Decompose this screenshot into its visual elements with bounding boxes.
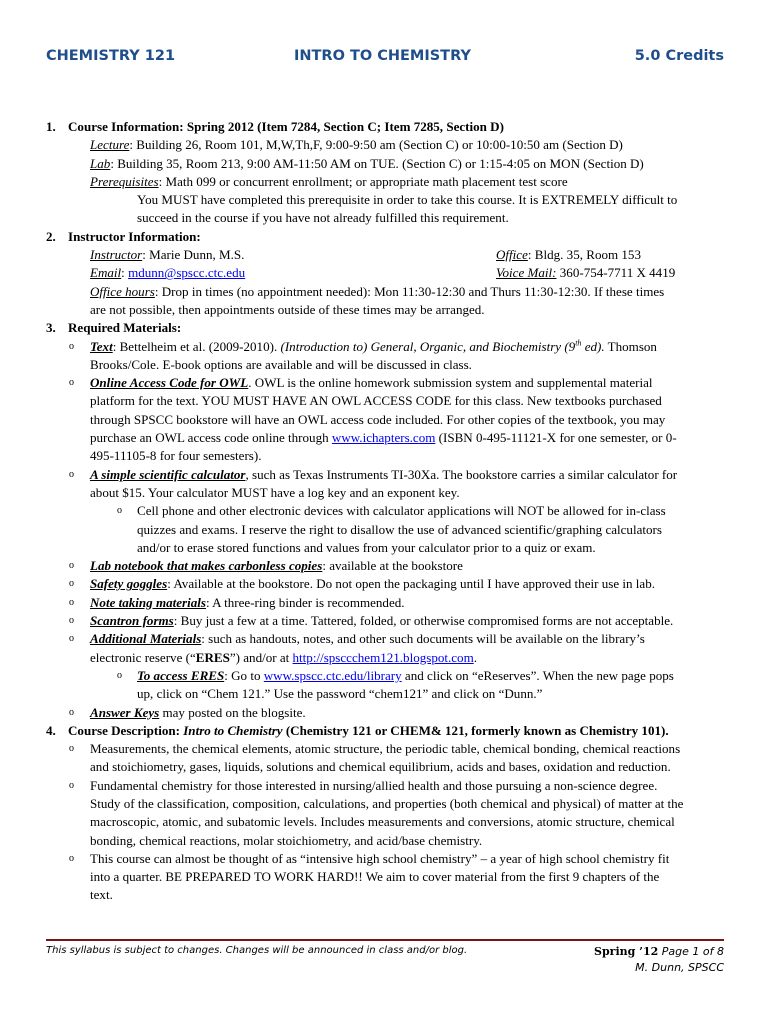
course-title: INTRO TO CHEMISTRY bbox=[294, 48, 471, 64]
list-item: o Online Access Code for OWL. OWL is the online homework submission system and supplemental material bbox=[46, 374, 726, 392]
voicemail-info: Voice Mail: 360-754-7711 X 4419 bbox=[496, 265, 676, 281]
bullet-icon: o bbox=[69, 743, 74, 755]
instructor-line: Instructor: Marie Dunn, M.S. Office: Bldg. 35, Room 153 bbox=[46, 246, 726, 264]
bullet-icon: o bbox=[69, 633, 74, 645]
list-item-continued: Study of the classification, composition, calculations, and properties (both chemical and physical) of matter at the bbox=[90, 795, 684, 811]
list-item-continued: into a quarter. BE PREPARED TO WORK HARD!! We aim to cover material from the first 9 chapters of the bbox=[90, 869, 660, 885]
footer-divider bbox=[46, 939, 724, 941]
list-item: o Answer Keys may posted on the blogsite. bbox=[46, 704, 726, 722]
list-item: o Additional Materials: such as handouts, notes, and other such documents will be available on the library’s bbox=[46, 630, 726, 648]
bullet-icon: o bbox=[69, 560, 74, 572]
list-item-continued: text. bbox=[90, 887, 113, 903]
bullet-icon: o bbox=[69, 578, 74, 590]
section-2-heading: 2. Instructor Information: bbox=[46, 228, 201, 244]
bullet-icon: o bbox=[69, 779, 74, 791]
list-item: o Measurements, the chemical elements, atomic structure, the periodic table, chemical bonding, chemical reactions bbox=[46, 740, 726, 758]
email-line: Email: mdunn@spscc.ctc.edu Voice Mail: 360-754-7711 X 4419 bbox=[46, 264, 726, 282]
list-item-continued: macroscopic, atomic, and subatomic levels. Includes measurements and conversions, atomic structure, chemical bbox=[90, 814, 675, 830]
bullet-icon: o bbox=[69, 377, 74, 389]
list-item: o Note taking materials: A three-ring binder is recommended. bbox=[46, 594, 726, 612]
list-item-continued: about $15. Your calculator MUST have a log key and an exponent key. bbox=[90, 484, 460, 500]
list-item: o A simple scientific calculator, such as Texas Instruments TI-30Xa. The bookstore carries a similar calculator for bbox=[46, 466, 726, 484]
office-info: Office: Bldg. 35, Room 153 bbox=[496, 247, 641, 263]
email-link[interactable]: mdunn@spscc.ctc.edu bbox=[128, 265, 246, 281]
list-item-continued: Brooks/Cole. E-book options are available and will be discussed in class. bbox=[90, 356, 472, 372]
document-header bbox=[46, 48, 724, 70]
bullet-icon: o bbox=[69, 340, 74, 352]
bullet-icon: o bbox=[69, 468, 74, 480]
sub-list-item-continued: quizzes and exams. I reserve the right to disallow the use of advanced scientific/graphing calculators bbox=[137, 521, 662, 537]
office-hours-line: Office hours: Drop in times (no appointment needed): Mon 11:30-12:30 and Thurs 11:30-12:30. If these times bbox=[90, 283, 665, 299]
list-item: o Safety goggles: Available at the bookstore. Do not open the packaging until I have approved their use in lab. bbox=[46, 575, 726, 593]
sub-list-item-continued: and/or to erase stored functions and values from your calculator prior to a quiz or exam. bbox=[137, 539, 596, 555]
bullet-icon: o bbox=[69, 852, 74, 864]
bullet-icon: o bbox=[69, 706, 74, 718]
list-item: o Text: Bettelheim et al. (2009-2010). (Introduction to) General, Organic, and Biochemistry (9th ed). Thomson bbox=[46, 338, 726, 356]
ichapters-link[interactable]: www.ichapters.com bbox=[331, 430, 436, 446]
bullet-icon: o bbox=[69, 615, 74, 627]
list-item-continued: purchase an OWL access code online through www.ichapters.com (ISBN 0-495-11121-X for one semester, or 0- bbox=[90, 430, 677, 446]
bullet-icon: o bbox=[69, 596, 74, 608]
footer-term: Spring ’12 bbox=[594, 945, 659, 958]
section-1-heading: 1. Course Information: Spring 2012 (Item 7284, Section C; Item 7285, Section D) bbox=[46, 119, 504, 134]
sub-list-item-continued: up, click on “Chem 121.” Use the password “chem121” and click on “Dunn.” bbox=[137, 686, 543, 702]
list-item-continued: electronic reserve (“ERES”) and/or at http://spsccchem121.blogspot.com. bbox=[90, 649, 477, 665]
list-item-continued: platform for the text. YOU MUST HAVE AN OWL ACCESS CODE for this class. New textbooks purchased bbox=[90, 393, 662, 409]
syllabus-body bbox=[46, 118, 726, 905]
list-item: o Lab notebook that makes carbonless copies: available at the bookstore bbox=[46, 557, 726, 575]
course-number: CHEMISTRY 121 bbox=[46, 48, 176, 64]
page-number: Page 1 of 8 bbox=[658, 945, 724, 958]
bullet-icon: o bbox=[117, 505, 122, 517]
sub-list-item: o To access ERES: Go to www.spscc.ctc.edu/library and click on “eReserves”. When the new page pops bbox=[46, 667, 726, 685]
prerequisite-note: succeed in the course if you have not already fulfilled this requirement. bbox=[137, 210, 509, 226]
list-item-continued: through SPSCC bookstore will have an OWL access code included. For other copies of the textbook, you may bbox=[90, 411, 666, 427]
lecture-line: Lecture: Building 26, Room 101, M,W,Th,F, 9:00-9:50 am (Section C) or 10:00-10:50 am (Section D) bbox=[90, 137, 623, 153]
prerequisites-line: Prerequisites: Math 099 or concurrent enrollment; or appropriate math placement test score bbox=[90, 173, 568, 189]
list-item: o This course can almost be thought of as “intensive high school chemistry” – a year of high school chemistry fit bbox=[46, 850, 726, 868]
lab-line: Lab: Building 35, Room 213, 9:00 AM-11:50 AM on TUE. (Section C) or 1:15-4:05 on MON (Section D) bbox=[90, 155, 644, 171]
library-link[interactable]: www.spscc.ctc.edu/library bbox=[263, 667, 402, 683]
list-item-continued: 495-11105-8 for four semesters). bbox=[90, 448, 262, 464]
section-3-heading: 3. Required Materials: bbox=[46, 320, 182, 336]
course-credits: 5.0 Credits bbox=[634, 48, 724, 64]
list-item: o Fundamental chemistry for those interested in nursing/allied health and those pursuing a non-science degree. bbox=[46, 777, 726, 795]
list-item: o Scantron forms: Buy just a few at a time. Tattered, folded, or otherwise compromised forms are not acceptable. bbox=[46, 612, 726, 630]
prerequisite-note: You MUST have completed this prerequisite in order to take this course. It is EXTREMELY difficult to bbox=[137, 192, 678, 208]
footer-disclaimer: This syllabus is subject to changes. Changes will be announced in class and/or blog. bbox=[46, 945, 468, 956]
blog-link[interactable]: http://spsccchem121.blogspot.com bbox=[292, 649, 474, 665]
sub-list-item: o Cell phone and other electronic devices with calculator applications will NOT be allowed for in-class bbox=[46, 502, 726, 520]
office-hours-line: are not possible, then appointments outside of these times may be arranged. bbox=[90, 301, 485, 317]
section-4-heading: 4. Course Description: Intro to Chemistry (Chemistry 121 or CHEM& 121, formerly known as Chemistry 101). bbox=[46, 722, 669, 738]
bullet-icon: o bbox=[117, 669, 122, 681]
footer-author: M. Dunn, SPSCC bbox=[635, 961, 724, 974]
list-item-continued: and stoichiometry, gases, liquids, solutions and chemical equilibrium, acids and bases, oxidation and reduction. bbox=[90, 759, 671, 775]
list-item-continued: bonding, chemical reactions, molar stoichiometry, and acid/base chemistry. bbox=[90, 832, 483, 848]
footer-page-info bbox=[594, 944, 724, 976]
